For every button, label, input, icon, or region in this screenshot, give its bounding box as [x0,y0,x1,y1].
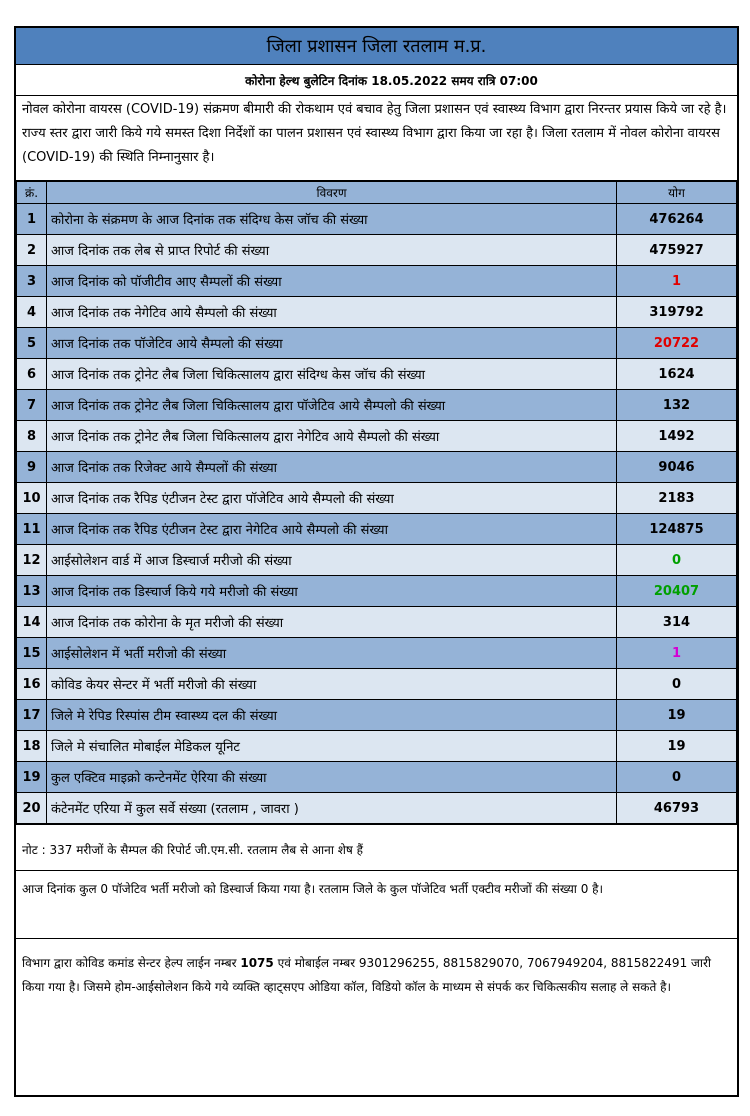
row-serial: 9 [17,452,47,483]
table-row [17,762,737,793]
status-table [16,181,737,824]
row-description: आईसोलेशन वार्ड में आज डिस्चार्ज मरीजो की संख्या [47,545,617,576]
row-serial: 10 [17,483,47,514]
row-description: आज दिनांक तक रिजेक्ट आये सैम्पलों की संख्या [47,452,617,483]
row-value: 1 [617,266,737,297]
row-value: 20722 [617,328,737,359]
row-description: जिले मे संचालित मोबाईल मेडिकल यूनिट [47,731,617,762]
row-serial: 13 [17,576,47,607]
row-serial: 2 [17,235,47,266]
table-row [17,204,737,235]
table-row [17,297,737,328]
header-serial: क्रं. [17,182,47,204]
row-value: 19 [617,700,737,731]
table-header-row [17,182,737,204]
row-value: 1492 [617,421,737,452]
row-serial: 5 [17,328,47,359]
row-value: 19 [617,731,737,762]
row-serial: 12 [17,545,47,576]
page-title: जिला प्रशासन जिला रतलाम म.प्र. [16,28,737,65]
row-serial: 6 [17,359,47,390]
row-serial: 1 [17,204,47,235]
table-row [17,266,737,297]
row-description: आज दिनांक तक रैपिड एंटीजन टेस्ट द्वारा नेगेटिव आये सैम्पलो की संख्या [47,514,617,545]
row-serial: 7 [17,390,47,421]
row-serial: 19 [17,762,47,793]
row-value: 319792 [617,297,737,328]
header-total: योग [617,182,737,204]
row-serial: 4 [17,297,47,328]
row-description: आज दिनांक तक कोरोना के मृत मरीजो की संख्या [47,607,617,638]
row-value: 9046 [617,452,737,483]
bulletin-sheet [14,26,739,1097]
row-description: आज दिनांक तक लेब से प्राप्त रिपोर्ट की संख्या [47,235,617,266]
row-serial: 11 [17,514,47,545]
helpline-number: 1075 [240,956,274,970]
row-description: कंटेनमेंट एरिया में कुल सर्वे संख्या (रतलाम , जावरा ) [47,793,617,824]
table-row [17,669,737,700]
table-row [17,731,737,762]
row-description: आज दिनांक को पॉजीटीव आए सैम्पलों की संख्या [47,266,617,297]
row-value: 0 [617,669,737,700]
row-serial: 16 [17,669,47,700]
row-serial: 17 [17,700,47,731]
row-value: 132 [617,390,737,421]
row-serial: 3 [17,266,47,297]
row-value: 475927 [617,235,737,266]
intro-paragraph: नोवल कोरोना वायरस (COVID-19) संक्रमण बीमारी की रोकथाम एवं बचाव हेतु जिला प्रशासन एवं स्वास्थ्य विभाग द्वारा निरन्तर प्रयास किये जा रहे है। राज्य स्तर द्वारा जारी किये गये समस्त दिशा निर्देशों का पालन प्रशासन एवं स्वास्थ्य विभाग द्वारा किया जा रहा है। जिला रतलाम में नोवल कोरोना वायरस (COVID-19) की स्थिति निम्नानुसार है। [16,95,737,181]
table-row [17,483,737,514]
table-row [17,421,737,452]
table-row [17,328,737,359]
row-serial: 14 [17,607,47,638]
row-value: 46793 [617,793,737,824]
header-description: विवरण [47,182,617,204]
row-description: आज दिनांक तक ट्रोनेट लैब जिला चिकित्सालय द्वारा संदिग्ध केस जॉच की संख्या [47,359,617,390]
row-description: आज दिनांक तक ट्रोनेट लैब जिला चिकित्सालय द्वारा पॉजेटिव आये सैम्पलो की संख्या [47,390,617,421]
discharge-paragraph: आज दिनांक कुल 0 पॉजेटिव भर्ती मरीजो को डिस्चार्ज किया गया है। रतलाम जिले के कुल पॉजेटिव भर्ती एक्टीव मरीजों की संख्या 0 है। [16,870,737,938]
row-value: 314 [617,607,737,638]
row-description: आज दिनांक तक नेगेटिव आये सैम्पलो की संख्या [47,297,617,328]
table-row [17,700,737,731]
pending-report-note: नोट : 337 मरीजों के सैम्पल की रिपोर्ट जी.एम.सी. रतलाम लैब से आना शेष हैं [16,824,737,870]
row-serial: 8 [17,421,47,452]
row-description: आईसोलेशन में भर्ती मरीजो की संख्या [47,638,617,669]
row-value: 1624 [617,359,737,390]
table-row [17,545,737,576]
row-serial: 20 [17,793,47,824]
row-value: 124875 [617,514,737,545]
row-serial: 15 [17,638,47,669]
helpline-text-after: एवं मोबाईल नम्बर 9301296255, 8815829070, 7067949204, 8815822491 जारी किया गया है। जिसमे होम-आईसोलेशन किये गये व्यक्ति व्हाट्सएप ओडिया कॉल, विडियो कॉल के माध्यम से संपर्क कर चिकित्सकीय सलाह ले सकते है। [22,956,712,994]
table-row [17,638,737,669]
row-value: 0 [617,762,737,793]
row-description: आज दिनांक तक ट्रोनेट लैब जिला चिकित्सालय द्वारा नेगेटिव आये सैम्पलो की संख्या [47,421,617,452]
row-description: आज दिनांक तक रैपिड एंटीजन टेस्ट द्वारा पॉजेटिव आये सैम्पलो की संख्या [47,483,617,514]
table-row [17,235,737,266]
table-row [17,514,737,545]
row-description: कोरोना के संक्रमण के आज दिनांक तक संदिग्ध केस जॉच की संख्या [47,204,617,235]
bulletin-subtitle: कोरोना हेल्थ बुलेटिन दिनांक 18.05.2022 समय रात्रि 07:00 [245,73,538,88]
table-row [17,359,737,390]
row-value: 476264 [617,204,737,235]
table-row [17,793,737,824]
helpline-text-before: विभाग द्वारा कोविड कमांड सेन्टर हेल्प लाईन नम्बर [22,956,241,970]
row-value: 2183 [617,483,737,514]
row-description: जिले मे रेपिड रिस्पांस टीम स्वास्थ्य दल की संख्या [47,700,617,731]
row-description: कुल एक्टिव माइक्रो कन्टेनमेंट ऐरिया की संख्या [47,762,617,793]
helpline-paragraph [16,938,737,1030]
table-row [17,390,737,421]
row-description: आज दिनांक तक डिस्चार्ज किये गये मरीजो की संख्या [47,576,617,607]
row-description: आज दिनांक तक पॉजेटिव आये सैम्पलो की संख्या [47,328,617,359]
row-value: 1 [617,638,737,669]
table-row [17,452,737,483]
row-value: 20407 [617,576,737,607]
table-row [17,607,737,638]
table-row [17,576,737,607]
row-serial: 18 [17,731,47,762]
row-value: 0 [617,545,737,576]
row-description: कोविड केयर सेन्टर में भर्ती मरीजो की संख्या [47,669,617,700]
